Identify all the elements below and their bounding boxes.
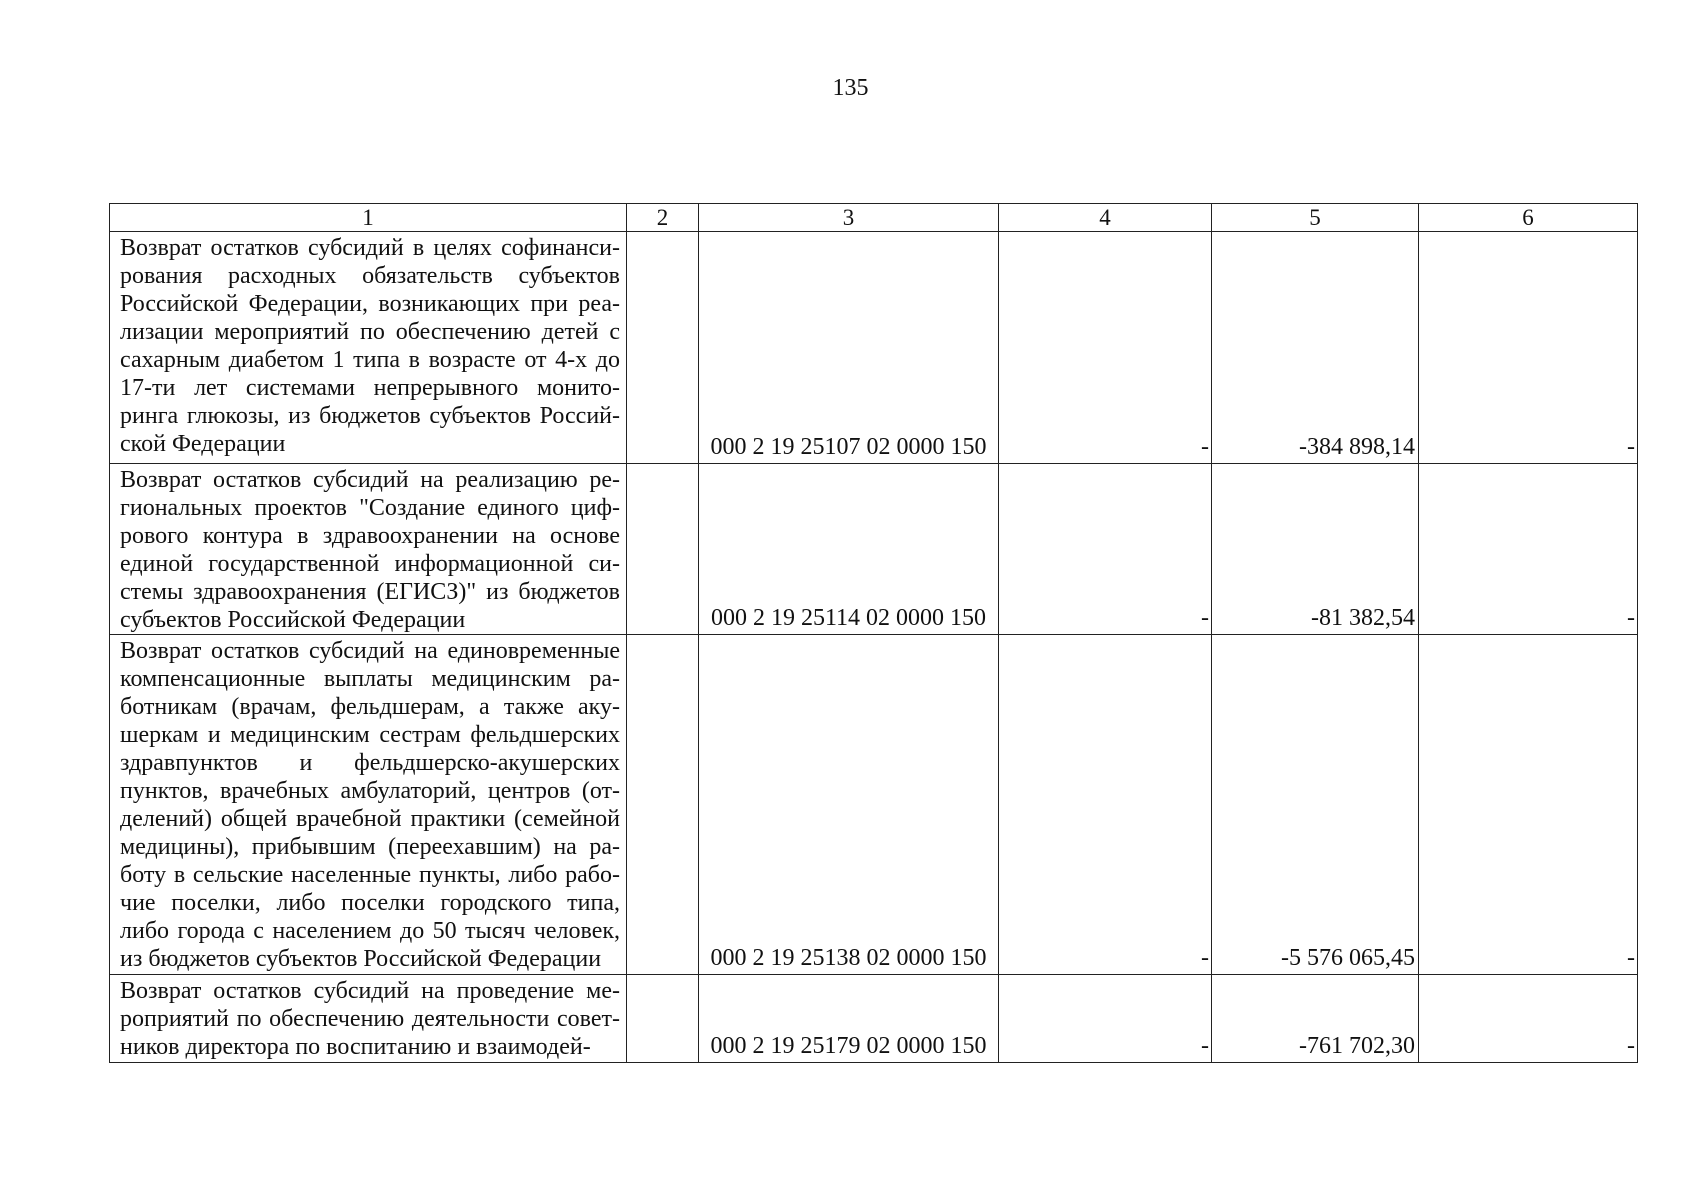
header-col-3: 3 [699, 204, 999, 232]
header-col-6: 6 [1419, 204, 1638, 232]
row-col-2 [627, 975, 699, 1063]
row-description: Возврат остатков субсидий в целях софинанси-рования расходных обязательств субъектов Российской Федерации, возникающих при реа-лизации мероприятий по обеспечению детей с сахарным диабетом 1 типа в возрасте от 4-х до 17-ти лет системами непрерывного монито-ринга глюкозы, из бюджетов субъектов Россий-ской Федерации [110, 232, 627, 464]
row-col-4: - [999, 975, 1212, 1063]
header-col-1: 1 [110, 204, 627, 232]
table-body [110, 232, 1638, 1063]
header-col-2: 2 [627, 204, 699, 232]
row-col-6: - [1419, 975, 1638, 1063]
row-col-6: - [1419, 232, 1638, 464]
row-col-2 [627, 232, 699, 464]
row-budget-code: 000 2 19 25114 02 0000 150 [699, 464, 999, 635]
row-col-2 [627, 464, 699, 635]
table-row [110, 975, 1638, 1063]
row-col-4: - [999, 464, 1212, 635]
table-header [110, 204, 1638, 232]
table-row [110, 232, 1638, 464]
budget-table [109, 203, 1638, 1063]
row-col-4: - [999, 635, 1212, 975]
row-description: Возврат остатков субсидий на реализацию ре-гиональных проектов "Создание единого циф-рового контура в здравоохранении на основе единой государственной информационной си-стемы здравоохранения (ЕГИСЗ)" из бюджетов субъектов Российской Федерации [110, 464, 627, 635]
row-budget-code: 000 2 19 25179 02 0000 150 [699, 975, 999, 1063]
row-amount: -761 702,30 [1212, 975, 1419, 1063]
row-description: Возврат остатков субсидий на проведение ме-роприятий по обеспечению деятельности совет-ников директора по воспитанию и взаимодей- [110, 975, 627, 1063]
row-amount: -5 576 065,45 [1212, 635, 1419, 975]
header-row [110, 204, 1638, 232]
row-budget-code: 000 2 19 25107 02 0000 150 [699, 232, 999, 464]
table-row [110, 635, 1638, 975]
row-description: Возврат остатков субсидий на единовременные компенсационные выплаты медицинским ра-ботникам (врачам, фельдшерам, а также аку-шеркам и медицинским сестрам фельдшерских здравпунктов и фельдшерско-акушерских пунктов, врачебных амбулаторий, центров (от-делений) общей врачебной практики (семейной медицины), прибывшим (переехавшим) на ра-боту в сельские населенные пункты, либо рабо-чие поселки, либо поселки городского типа, либо города с населением до 50 тысяч человек, из бюджетов субъектов Российской Федерации [110, 635, 627, 975]
row-col-6: - [1419, 464, 1638, 635]
header-col-4: 4 [999, 204, 1212, 232]
header-col-5: 5 [1212, 204, 1419, 232]
row-amount: -384 898,14 [1212, 232, 1419, 464]
row-col-4: - [999, 232, 1212, 464]
row-budget-code: 000 2 19 25138 02 0000 150 [699, 635, 999, 975]
row-col-6: - [1419, 635, 1638, 975]
row-col-2 [627, 635, 699, 975]
table-row [110, 464, 1638, 635]
row-amount: -81 382,54 [1212, 464, 1419, 635]
page-number: 135 [832, 75, 869, 101]
